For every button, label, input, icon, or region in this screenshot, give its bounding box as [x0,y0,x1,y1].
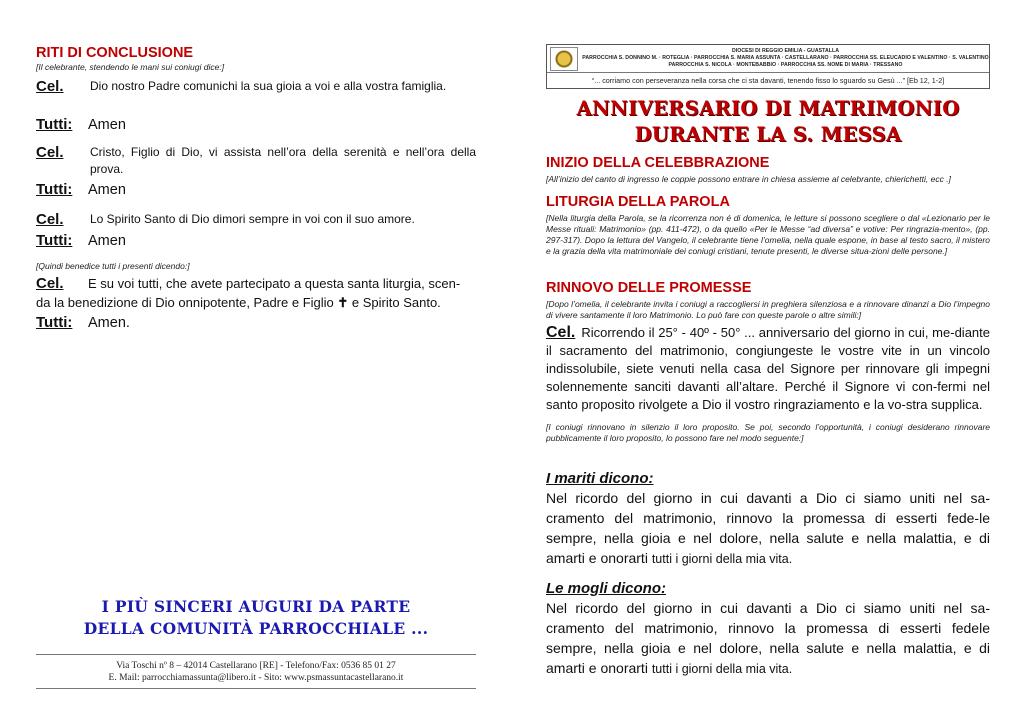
inizio-rubric: [All’inizio del canto di ingresso le coppie possono entrare in chiesa assieme al celebrante, chierichetti, ecc .] [546,174,951,184]
speaker-label: Tutti: [36,314,73,331]
exchange-5 [36,211,476,229]
mogli-text: Nel ricordo del giorno in cui davanti a Dio ci siamo uniti nel sa-cramento del matrimonio, rinnovo la promessa di esserti fedele sempre, nella gioia e nel dolore, nella salute e nella malattia, e di amarti e onorarti tutti i giorni della mia vita. [546,600,990,676]
mariti-text: Nel ricordo del giorno in cui davanti a Dio ci siamo uniti nel sa-cramento del matrimonio, rinnovo la promessa di esserti fede-le sempre, nella gioia e nel dolore, nella salute e nella malattia, e di amarti e onorarti tutti i giorni della mia vita. [546,490,990,566]
header-parishes-1: PARROCCHIA S. DONNINO M. · ROTEGLIA · PARROCCHIA S. MARIA ASSUNTA · CASTELLARANO · PARROCCHIA SS. ELEUCADIO E VALENTINO · S. VALENTINO [582,55,989,61]
speaker-label: Cel. [546,324,576,341]
exchange-3 [36,144,476,178]
speaker-label: Cel. [36,144,64,161]
exchange-1 [36,78,476,96]
response-text: Amen [88,182,126,198]
footer [36,660,476,684]
rinnovo-rubric-2: [I coniugi rinnovano in silenzio il loro proposito. Se poi, secondo l’opportunità, i coniugi desiderano rinnovare pubblicamente il loro proposito, lo possono fare nel modo seguente:] [546,422,990,443]
auguri-banner [36,596,476,640]
inizio-title: INIZIO DELLA CELEBBRAZIONE [546,155,770,171]
mogli-label: Le mogli dicono: [546,580,666,597]
parish-logo-icon [550,47,578,71]
cross-icon: ✝ [337,295,349,310]
blessing-line-1: E su voi tutti, che avete partecipato a questa santa liturgia, scen- [88,276,461,291]
speaker-label: Tutti: [36,232,73,249]
auguri-line-2: DELLA COMUNITÀ PARROCCHIALE ... [83,619,429,638]
liturgia-title: LITURGIA DELLA PAROLA [546,194,730,210]
riti-conclusione-section [36,45,476,73]
speaker-label: Tutti: [36,181,73,198]
header-diocesi: DIOCESI DI REGGIO EMILIA - GUASTALLA [732,48,839,54]
final-amen [36,314,130,332]
speaker-label: Cel. [36,78,64,95]
inizio-section [546,155,990,185]
response-text: Amen [88,117,126,133]
footer-address: Via Toschi nº 8 – 42014 Castellarano [RE] - Telefono/Fax: 0536 85 01 27 [116,661,396,671]
mariti-label: I mariti dicono: [546,470,654,487]
benedice-rubric: [Quindi benedice tutti i presenti dicendo:] [36,261,190,271]
blessing-line-2: da la benedizione di Dio onnipotente, Padre e Figlio ✝ e Spirito Santo. [36,295,441,310]
liturgia-section [546,194,990,257]
response-text: Amen. [88,315,130,331]
header-quote: “... corriamo con perseveranza nella corsa che ci sta davanti, tenendo fisso lo sguardo su Gesù ...” [Eb 12, 1-2] [591,76,945,85]
parish-header [546,44,990,89]
main-title [546,96,990,148]
response-text: Amen [88,233,126,249]
speech-text: Dio nostro Padre comunichi la sua gioia a voi e alla vostra famiglia. [90,79,447,93]
rinnovo-cel-text: Cel. Ricorrendo il 25° - 40º - 50° ... anniversario del giorno in cui, me-diante il sacramento del matrimonio, congiungeste le vostre vite in un vincolo indissolubile, siete venuti nella casa del Signore per rinnovare gli impegni solennemente sanciti davanti all’altare. Perché il Signore vi con-fermi nel santo proposito rivolgete a Dio il vostro ringraziamento e la vo-stra supplica. [546,324,990,412]
speaker-label: Cel. [36,211,64,228]
auguri-line-1: I PIÙ SINCERI AUGURI DA PARTE [101,597,411,616]
rinnovo-title: RINNOVO DELLE PROMESSE [546,280,752,296]
exchange-6 [36,232,126,250]
rinnovo-section [546,280,990,444]
mariti-section [546,469,990,569]
speaker-label: Tutti: [36,116,73,133]
main-title-line-1: ANNIVERSARIO DI MATRIMONIO [576,97,960,120]
exchange-2 [36,116,126,134]
exchange-4 [36,181,126,199]
speech-text: Cristo, Figlio di Dio, vi assista nell’ora della serenità e nell’ora della prova. [90,145,476,176]
header-parishes-2: PARROCCHIA S. NICOLA · MONTEBABBIO · PARROCCHIA SS. NOME DI MARIA · TRESSANO [668,62,903,68]
footer-divider [36,654,476,655]
footer-contacts: E. Mail: parrocchiamassunta@libero.it - Sito: www.psmassuntacastellarano.it [108,673,404,683]
footer-divider-bottom [36,688,476,689]
riti-rubric: [Il celebrante, stendendo le mani sui coniugi dice:] [36,62,225,72]
liturgia-rubric: [Nella liturgia della Parola, se la ricorrenza non é di domenica, le letture si possono scegliere o dal «Lezionario per le Messe rituali: Matrimonio» (pp. 411-472), o da quello «Per le Messe “ad diversa” e votive: Per ringrazia-mento», (pp. 297-317). Dopo la lettura del Vangelo, il celebrante tiene l’omelia, nella quale espone, in base al testo sacro, il mistero e la grazia della vita matrimoniale dei coniugi cristiani, tenute presenti, le diverse situa-zioni delle persone.] [546,213,990,256]
mogli-section [546,579,990,679]
riti-conclusione-title: RITI DI CONCLUSIONE [36,45,194,61]
speech-text: Lo Spirito Santo di Dio dimori sempre in voi con il suo amore. [90,212,415,226]
main-title-line-2: DURANTE LA S. MESSA [634,123,902,146]
rinnovo-rubric: [Dopo l’omelia, il celebrante invita i coniugi a raccogliersi in preghiera silenziosa e a rinnovare dinanzi a Dio l’impegno di vivere santamente il loro Matrimonio. Lo può fare con queste parole o altre simili:] [546,299,990,320]
speaker-label: Cel. [36,275,64,292]
final-blessing [36,275,476,312]
